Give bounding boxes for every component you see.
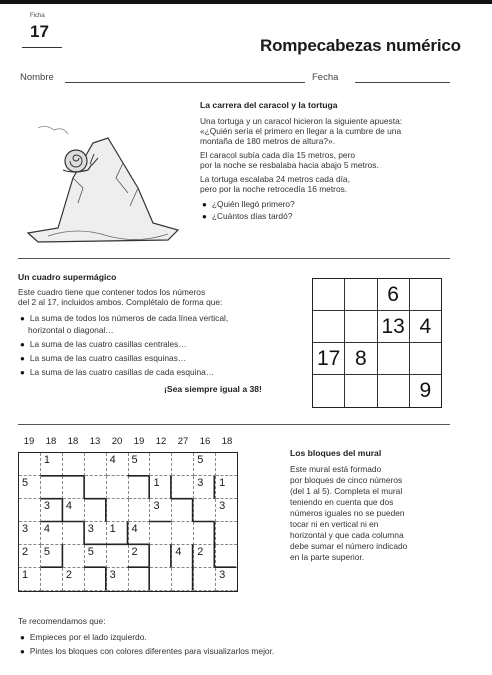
magic-cell[interactable]: 13 [378, 311, 410, 343]
mural-cell[interactable]: 5 [129, 453, 151, 476]
fecha-label: Fecha [312, 72, 339, 83]
mural-sum: 16 [199, 436, 211, 447]
page-title: Rompecabezas numérico [260, 36, 461, 55]
magic-cell[interactable] [313, 279, 345, 311]
supermagico-closing: ¡Sea siempre igual a 38! [164, 384, 262, 394]
magic-cell[interactable]: 4 [410, 311, 441, 343]
supermagico-bullet-4: ● La suma de las cuatro casillas de cada esquina… [20, 367, 214, 377]
caracol-question-2: ● ¿Cuántos días tardó? [202, 211, 292, 221]
supermagico-text-2: del 2 al 17, incluidos ambos. Complétalo de forma que: [18, 297, 223, 307]
mural-cell[interactable]: 2 [194, 545, 216, 568]
supermagico-bullet-2: ● La suma de las cuatro casillas centrales… [20, 339, 187, 349]
nombre-label: Nombre [20, 72, 54, 83]
mural-cell[interactable]: 5 [85, 545, 107, 568]
divider-2 [18, 424, 450, 425]
mural-cell[interactable]: 3 [19, 522, 41, 545]
mural-cell[interactable]: 5 [19, 476, 41, 499]
mural-text-4: teniendo en cuenta que dos [290, 497, 394, 507]
caracol-text-7: pero por la noche retrocedía 16 metros. [200, 184, 348, 194]
caracol-text-1: Una tortuga y un caracol hicieron la siguiente apuesta: [200, 116, 403, 126]
ficha-underline [22, 47, 62, 48]
magic-cell[interactable] [313, 375, 345, 407]
mural-text-8: debe sumar el número indicado [290, 541, 408, 551]
mural-cell[interactable]: 5 [41, 545, 63, 568]
mural-cell[interactable]: 3 [216, 568, 237, 591]
mural-cell[interactable]: 4 [41, 522, 63, 545]
mural-title: Los bloques del mural [290, 448, 382, 458]
mural-sum: 20 [111, 436, 123, 447]
magic-cell[interactable] [313, 311, 345, 343]
footer-intro: Te recomendamos que: [18, 616, 106, 626]
mural-sum: 19 [23, 436, 35, 447]
mural-cell[interactable]: 1 [41, 453, 63, 476]
mural-text-9: en la parte superior. [290, 552, 365, 562]
footer-tip-1: ● Empieces por el lado izquierdo. [20, 632, 147, 642]
mural-text-2: por bloques de cinco números [290, 475, 403, 485]
magic-square-grid [312, 278, 442, 408]
mural-sum: 18 [221, 436, 233, 447]
mural-sum: 12 [155, 436, 167, 447]
magic-cell[interactable] [378, 343, 410, 375]
magic-cell[interactable] [410, 343, 441, 375]
mural-sum: 19 [133, 436, 145, 447]
mural-text-6: tocar ni en vertical ni en [290, 519, 379, 529]
magic-cell[interactable]: 6 [378, 279, 410, 311]
supermagico-bullet-1-cont: horizontal o diagonal… [28, 325, 114, 335]
magic-cell[interactable] [345, 375, 377, 407]
mural-text-7: horizontal y que cada columna [290, 530, 404, 540]
fecha-field[interactable] [355, 82, 450, 83]
mural-sum: 18 [67, 436, 79, 447]
mural-cell[interactable]: 3 [107, 568, 129, 591]
mural-block-outlines [19, 453, 236, 590]
mural-cell[interactable]: 5 [194, 453, 216, 476]
mural-cell[interactable]: 1 [107, 522, 129, 545]
mural-grid [18, 452, 238, 592]
caracol-text-3: montaña de 180 metros de altura?». [200, 136, 336, 146]
mural-cell[interactable]: 1 [150, 476, 172, 499]
mural-cell[interactable]: 1 [216, 476, 237, 499]
supermagico-bullet-1: ● La suma de todos los números de cada línea vertical, [20, 313, 228, 323]
mural-cell[interactable]: 3 [150, 499, 172, 522]
supermagico-bullet-3: ● La suma de las cuatro casillas esquinas… [20, 353, 186, 363]
mural-text-5: números iguales no se pueden [290, 508, 405, 518]
magic-cell[interactable]: 8 [345, 343, 377, 375]
mural-text-1: Este mural está formado [290, 464, 382, 474]
mural-cell[interactable]: 3 [216, 499, 237, 522]
supermagico-text-1: Este cuadro tiene que contener todos los números [18, 287, 206, 297]
caracol-text-2: «¿Quién sería el primero en llegar a la cumbre de una [200, 126, 402, 136]
mural-cell[interactable]: 2 [19, 545, 41, 568]
mural-sum: 27 [177, 436, 189, 447]
mural-cell[interactable]: 4 [129, 522, 151, 545]
mural-sum: 18 [45, 436, 57, 447]
supermagico-title: Un cuadro supermágico [18, 272, 117, 282]
magic-cell[interactable]: 17 [313, 343, 345, 375]
magic-cell[interactable] [345, 279, 377, 311]
caracol-text-4: El caracol subía cada día 15 metros, pero [200, 150, 356, 160]
mural-cell[interactable]: 4 [107, 453, 129, 476]
ficha-label: Ficha [30, 13, 45, 19]
magic-cell[interactable] [378, 375, 410, 407]
ficha-number: 17 [30, 22, 49, 41]
magic-cell[interactable]: 9 [419, 379, 432, 402]
footer-tip-2: ● Pintes los bloques con colores diferentes para visualizarlos mejor. [20, 646, 274, 656]
mural-cell[interactable]: 2 [63, 568, 85, 591]
caracol-title: La carrera del caracol y la tortuga [200, 100, 338, 110]
caracol-text-5: por la noche se resbalaba hacia abajo 5 metros. [200, 160, 379, 170]
top-border [0, 0, 492, 4]
caracol-text-6: La tortuga escalaba 24 metros cada día, [200, 174, 350, 184]
mural-cell[interactable]: 3 [85, 522, 107, 545]
caracol-question-1: ● ¿Quién llegó primero? [202, 199, 295, 209]
mural-cell[interactable]: 1 [19, 568, 41, 591]
mural-text-3: (del 1 al 5). Completa el mural [290, 486, 403, 496]
magic-cell[interactable] [410, 279, 441, 311]
mural-cell[interactable]: 4 [63, 499, 85, 522]
mountain-snail-illustration [18, 118, 188, 248]
mural-cell[interactable]: 2 [129, 545, 151, 568]
mural-cell[interactable]: 3 [194, 476, 216, 499]
divider-1 [18, 258, 450, 259]
mural-sum: 13 [89, 436, 101, 447]
mural-cell[interactable]: 3 [41, 499, 63, 522]
magic-cell[interactable] [345, 311, 377, 343]
nombre-field[interactable] [65, 82, 305, 83]
mural-cell[interactable]: 4 [172, 545, 194, 568]
